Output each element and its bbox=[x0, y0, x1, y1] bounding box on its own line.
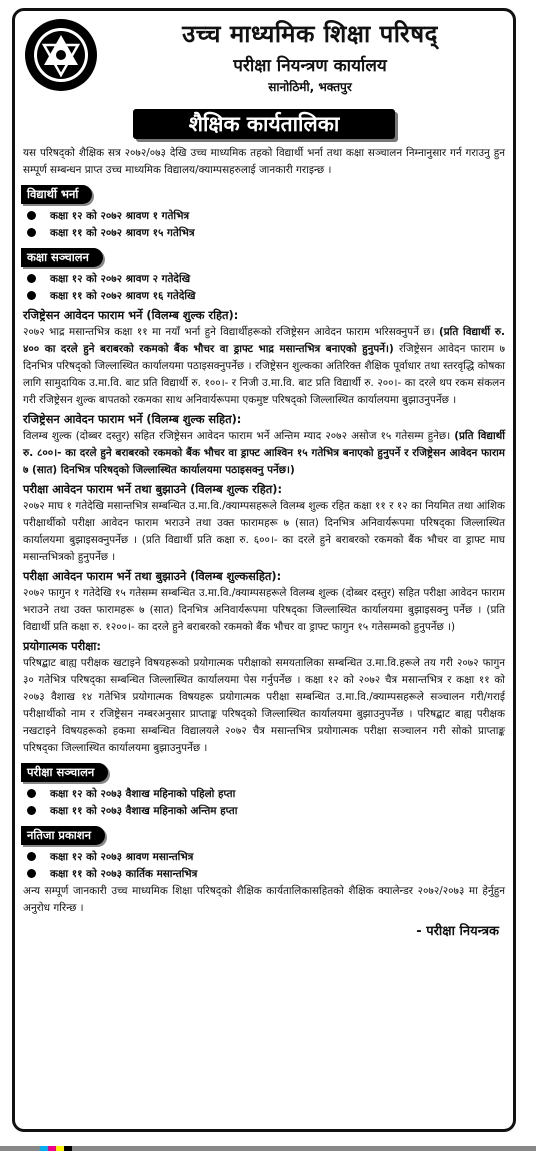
classes-list bbox=[27, 271, 505, 305]
signature: - परीक्षा नियन्त्रक bbox=[416, 924, 499, 939]
reg-nolate-paragraph: २०७२ भाद्र मसान्तभित्र कक्षा ११ मा नयाँ भर्ना हुने विद्यार्थीहरूको रजिष्ट्रेसन आवेदन फाराम भरिसक्नुपर्ने छ। (प्रति विद्यार्थी रु. ४०० का दरले हुने बराबरको रकमको बैंक भौचर वा ड्राफ्ट भाद्र मसान्तभित्र बनाएको हुनुपर्ने।) रजिष्ट्रेसन आवेदन फाराम ७ दिनभित्र परिषद्को जिल्लास्थित कार्यालयमा पठाइसक्नुपर्नेछ । रजिष्ट्रेसन शुल्कका अतिरिक्त शैक्षिक पूर्वाधार तथा स्तरवृद्धि कोषका लागि सामुदायिक उ.मा.वि. बाट प्रति विद्यार्थी रु. १००।- र निजी उ.मा.वि. बाट प्रति विद्यार्थी रु. २००।- का दरले थप रकम संकलन गरी रजिष्ट्रेसन शुल्क बापतको रकमका साथ अनिवार्यरूपमा एकमुष्ट परिषद्को जिल्लास्थित कार्यालयमा बुझाउनुपर्नेछ । bbox=[23, 326, 506, 406]
list-item: कक्षा ११ को २०७२ श्रावण १६ गतेदेखि bbox=[27, 288, 505, 305]
notice-title: शैक्षिक कार्यतालिका bbox=[133, 109, 395, 139]
color-bar-segment bbox=[48, 1146, 56, 1151]
list-item: कक्षा १२ को २०७३ श्रावण मसान्तभित्र bbox=[27, 849, 505, 866]
results-list bbox=[27, 849, 505, 883]
council-logo bbox=[23, 17, 99, 93]
exam-run-heading: परीक्षा सञ्चालन bbox=[21, 763, 108, 782]
color-bar-segment bbox=[40, 1146, 48, 1151]
closing-paragraph: अन्य सम्पूर्ण जानकारी उच्च माध्यमिक शिक्षा परिषद्को शैक्षिक कार्यतालिकासहितको शैक्षिक क्यालेन्डर २०७२/२०७३ मा हेर्नुहुन अनुरोध गरिन्छ । bbox=[23, 885, 505, 914]
reg-late-heading: रजिष्ट्रेसन आवेदन फाराम भर्ने (विलम्ब शुल्क सहित): bbox=[23, 412, 242, 426]
list-item: कक्षा १२ को २०७२ श्रावण १ गतेभित्र bbox=[27, 208, 505, 225]
color-bar-segment bbox=[64, 1146, 72, 1151]
office-name: परीक्षा नियन्त्रण कार्यालय bbox=[233, 56, 387, 76]
admission-heading: विद्यार्थी भर्ना bbox=[21, 185, 92, 204]
org-name: उच्च माध्यमिक शिक्षा परिषद् bbox=[182, 20, 438, 48]
exam-nolate-heading: परीक्षा आवेदन फाराम भर्ने तथा बुझाउने (विलम्ब शुल्क रहित): bbox=[23, 482, 283, 496]
practical-paragraph: परिषद्बाट बाह्य परीक्षक खटाइने विषयहरूको प्रयोगात्मक परीक्षाको समयतालिका सम्बन्धित उ.मा.वि.हरूले तय गरी २०७२ फागुन ३० गतेभित्र परिषद्का सम्बन्धित जिल्लास्थित कार्यालयमा पेस गर्नुपर्नेछ । कक्षा १२ को २०७२ चैत्र मसान्तभित्र र कक्षा ११ को २०७३ वैशाख १४ गतेभित्र प्रयोगात्मक विषयहरू प्रयोगात्मक परीक्षा सम्बन्धित उ.मा.वि./क्याम्पसहरूले सञ्चालन गरी/गराई परीक्षार्थीको नाम र रजिष्ट्रेसन नम्बरअनुसार प्राप्ताङ्क परिषद्को जिल्लास्थित कार्यालयमा बुझाउनुपर्नेछ । परिषद्बाट बाह्य परीक्षक नखटाइने विषयहरूको हकमा सम्बन्धित विद्यालयले २०७२ चैत्र मसान्तभित्र प्रयोगात्मक परीक्षा सञ्चालन गरी सोको प्राप्ताङ्क परिषद्का जिल्लास्थित कार्यालयमा बुझाउनुपर्नेछ । bbox=[23, 657, 505, 754]
classes-heading: कक्षा सञ्चालन bbox=[21, 248, 103, 267]
admission-list bbox=[27, 208, 505, 242]
notice-body bbox=[15, 139, 513, 940]
office-location: सानोठिमी, भक्तपुर bbox=[268, 80, 352, 94]
bullet-icon bbox=[27, 274, 36, 283]
bullet-icon bbox=[27, 869, 36, 878]
color-bar-segment bbox=[0, 1146, 40, 1151]
list-item: कक्षा ११ को २०७३ कार्तिक मसान्तभित्र bbox=[27, 866, 505, 883]
intro-paragraph: यस परिषद्को शैक्षिक सत्र २०७२/०७३ देखि उच्च माध्यमिक तहको विद्यार्थी भर्ना तथा कक्षा सञ्चालन निम्नानुसार गर्न गराउनु हुन सम्पूर्ण सम्बन्धन प्राप्त उच्च माध्यमिक विद्यालय/क्याम्पसहरुलाई जानकारी गराइन्छ । bbox=[23, 147, 505, 176]
list-item: कक्षा ११ को २०७२ श्रावण १५ गतेभित्र bbox=[27, 225, 505, 242]
color-bar bbox=[0, 1146, 536, 1151]
results-heading: नतिजा प्रकाशन bbox=[21, 826, 105, 845]
color-bar-segment bbox=[56, 1146, 64, 1151]
reg-late-paragraph: विलम्ब शुल्क (दोब्बर दस्तुर) सहित रजिष्ट्रेसन आवेदन फाराम भर्ने अन्तिम म्याद २०७२ असोज १५ गतेसम्म हुनेछ। (प्रति विद्यार्थी रु. ८००।- का दरले हुने बराबरको रकमको बैंक भौचर वा ड्राफ्ट आश्विन १५ गतेभित्र बनाएको हुनुपर्ने र रजिष्ट्रेसन आवेदन फाराम ७ (सात) दिनभित्र परिषद्को जिल्लास्थित कार्यालयमा पठाइसक्नु पर्नेछ।) bbox=[23, 430, 505, 476]
practical-heading: प्रयोगात्मक परीक्षा: bbox=[23, 639, 101, 653]
list-item: कक्षा ११ को २०७३ वैशाख महिनाको अन्तिम हप्ता bbox=[27, 803, 505, 820]
exam-late-paragraph: २०७२ फागुन १ गतेदेखि १५ गतेसम्म सम्बन्धित उ.मा.वि./क्याम्पसहरूले विलम्ब शुल्क (दोब्बर दस्तुर) सहित परीक्षा आवेदन फाराम भराउने तथा उक्त फारामहरू ७ (सात) दिनभित्र अनिवार्यरूपमा परिषद्का जिल्लास्थित कार्यालयमा बुझाइसक्नु पर्नेछ । (प्रति विद्यार्थी प्रति कक्षा रु. १२००।- का दरले हुने बराबरको रकमको बैंक भौचर वा ड्राफ्ट फागुन १५ गतेसम्मको हुनुपर्नेछ ।) bbox=[23, 587, 505, 633]
bullet-icon bbox=[27, 806, 36, 815]
notice-frame bbox=[12, 8, 516, 1132]
bullet-icon bbox=[27, 852, 36, 861]
bullet-icon bbox=[27, 211, 36, 220]
exam-nolate-paragraph: २०७२ माघ १ गतेदेखि मसान्तभित्र सम्बन्धित उ.मा.वि./क्याम्पसहरूले विलम्ब शुल्क रहित कक्षा ११ र १२ का नियमित तथा आंशिक परीक्षार्थीको परीक्षा आवेदन फाराम भराउने तथा उक्त फारामहरू ७ (सात) दिनभित्र अनिवार्यरूपमा परिषद्का जिल्लास्थित कार्यालयमा बुझाइसक्नुपर्नेछ । (प्रति विद्यार्थी प्रति कक्षा रु. ६००।- का दरले हुने बराबरको रकमको बैंक भौचर वा ड्राफ्ट माघ मसान्तभित्रको हुनुपर्नेछ । bbox=[23, 500, 505, 563]
color-bar-segment bbox=[72, 1146, 536, 1151]
bullet-icon bbox=[27, 291, 36, 300]
list-item: कक्षा १२ को २०७२ श्रावण २ गतेदेखि bbox=[27, 271, 505, 288]
bullet-icon bbox=[27, 789, 36, 798]
list-item: कक्षा १२ को २०७३ वैशाख महिनाको पहिलो हप्ता bbox=[27, 786, 505, 803]
notice-header bbox=[15, 11, 513, 107]
exam-run-list bbox=[27, 786, 505, 820]
reg-nolate-heading: रजिष्ट्रेसन आवेदन फाराम भर्ने (विलम्ब शुल्क रहित): bbox=[23, 308, 239, 322]
bullet-icon bbox=[27, 228, 36, 237]
exam-late-heading: परीक्षा आवेदन फाराम भर्ने तथा बुझाउने (विलम्ब शुल्कसहित): bbox=[23, 569, 282, 583]
